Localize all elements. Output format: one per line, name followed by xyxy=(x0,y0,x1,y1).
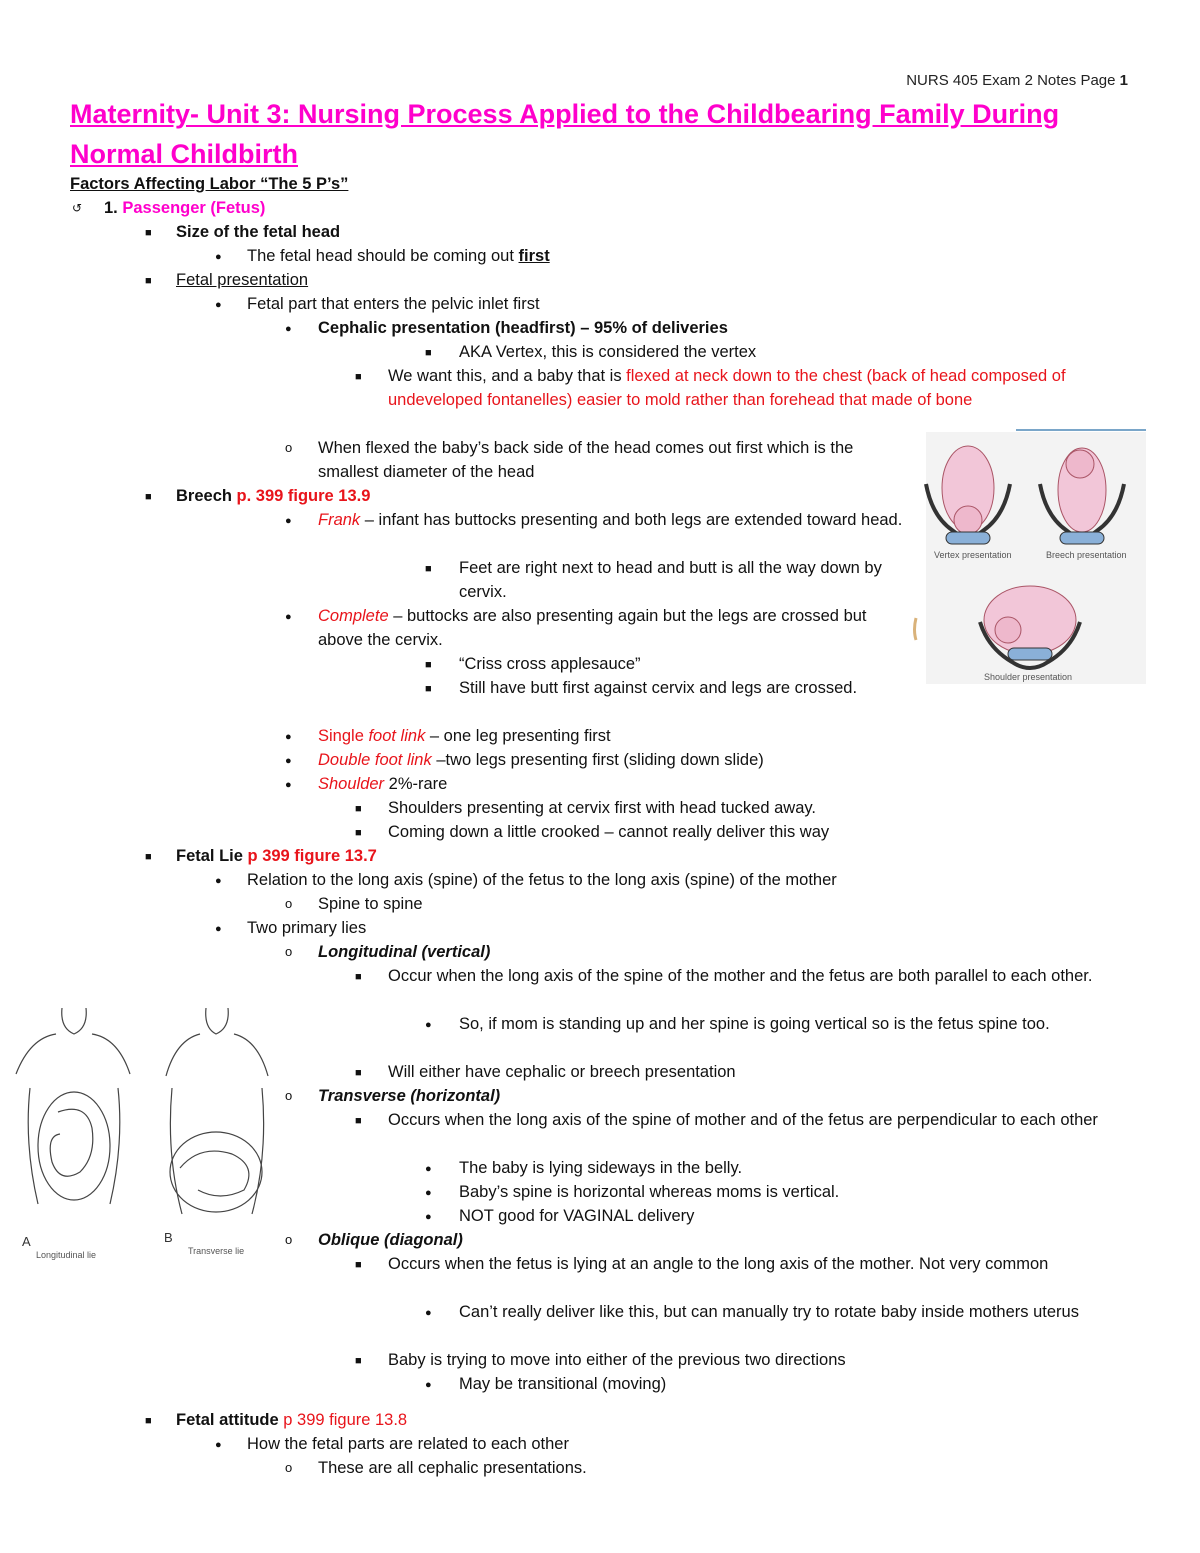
longitudinal-label: Longitudinal (vertical) xyxy=(318,943,491,961)
frank-text xyxy=(318,508,903,532)
shoulder-sub1: Shoulders presenting at cervix first with head tucked away. xyxy=(388,799,816,817)
complete-sub1: “Criss cross applesauce” xyxy=(459,655,641,673)
square-bullet-icon xyxy=(355,796,362,821)
ring-bullet-icon xyxy=(285,436,292,460)
dot-bullet-icon xyxy=(285,508,292,533)
lie-label: Fetal Lie xyxy=(176,847,248,865)
frank-label: Frank xyxy=(318,511,361,529)
presentation-heading: Fetal presentation xyxy=(176,271,309,289)
breech-heading xyxy=(176,484,370,508)
frank-body: – infant has buttocks presenting and both legs are extended toward head. xyxy=(360,511,903,529)
size-head-body: The fetal head should be coming out xyxy=(247,247,519,265)
transverse-1a: The baby is lying sideways in the belly. xyxy=(459,1159,743,1177)
dot-bullet-icon xyxy=(425,1372,432,1397)
ring-bullet-icon xyxy=(285,940,292,964)
double-body: –two legs presenting first (sliding down slide) xyxy=(431,751,764,769)
transverse-lie-illustration xyxy=(166,1008,268,1214)
transverse-1c: NOT good for VAGINAL delivery xyxy=(459,1207,695,1225)
page-number: 1 xyxy=(1119,72,1128,89)
oblique-label: Oblique (diagonal) xyxy=(318,1231,463,1249)
single-text xyxy=(318,724,611,748)
ring-bullet-icon xyxy=(285,1084,292,1108)
dot-bullet-icon xyxy=(425,1180,432,1205)
complete-label: Complete xyxy=(318,607,389,625)
complete-sub2: Still have butt first against cervix and legs are crossed. xyxy=(459,679,858,697)
shoulder-label: Shoulder xyxy=(318,775,385,793)
breech-caption: Breech presentation xyxy=(1046,550,1127,560)
complete-text xyxy=(318,604,903,652)
presentation-def: Fetal part that enters the pelvic inlet first xyxy=(247,295,540,313)
dot-bullet-icon xyxy=(285,772,292,797)
double-text xyxy=(318,748,764,772)
size-head-text xyxy=(247,244,550,268)
ring-bullet-icon xyxy=(285,1456,292,1480)
attitude-sub: These are all cephalic presentations. xyxy=(318,1459,587,1477)
shoulder-body: 2%-rare xyxy=(384,775,448,793)
square-bullet-icon xyxy=(355,364,362,389)
presentation-figure xyxy=(912,426,1148,688)
passenger-num: 1. xyxy=(104,199,118,217)
passenger-label: Passenger (Fetus) xyxy=(122,199,266,217)
longitudinal-2: Will either have cephalic or breech presentation xyxy=(388,1063,736,1081)
dot-bullet-icon xyxy=(215,244,222,269)
attitude-label: Fetal attitude xyxy=(176,1411,284,1429)
square-bullet-icon xyxy=(145,484,152,509)
lie-label-b: B xyxy=(164,1230,173,1245)
oblique-1: Occurs when the fetus is lying at an angle to the long axis of the mother. Not very common xyxy=(388,1255,1049,1273)
square-bullet-icon xyxy=(145,268,152,293)
want-text xyxy=(388,364,1133,412)
breech-label: Breech xyxy=(176,487,237,505)
square-bullet-icon xyxy=(145,844,152,869)
fetal-lie-figure xyxy=(10,1004,272,1266)
size-head-first: first xyxy=(518,247,550,265)
lie-ref: p 399 figure 13.7 xyxy=(247,847,377,865)
square-bullet-icon xyxy=(355,820,362,845)
vertex-caption: Vertex presentation xyxy=(934,550,1012,560)
shoulder-text xyxy=(318,772,447,796)
attitude-ref: p 399 figure 13.8 xyxy=(283,1411,408,1429)
square-bullet-icon xyxy=(355,1108,362,1133)
complete-body: – buttocks are also presenting again but the legs are crossed but above the cervix. xyxy=(318,607,867,649)
dot-bullet-icon xyxy=(425,1156,432,1181)
lie-heading xyxy=(176,844,377,868)
dot-bullet-icon xyxy=(215,1432,222,1457)
transverse-1: Occurs when the long axis of the spine of mother and of the fetus are perpendicular to each other xyxy=(388,1111,1098,1129)
lie-relation: Relation to the long axis (spine) of the fetus to the long axis (spine) of the mother xyxy=(247,871,837,889)
dot-bullet-icon xyxy=(425,1204,432,1229)
dot-bullet-icon xyxy=(425,1012,432,1037)
breech-ref: p. 399 figure 13.9 xyxy=(236,487,371,505)
longitudinal-1: Occur when the long axis of the spine of the mother and the fetus are both parallel to each other. xyxy=(388,967,1093,985)
attitude-def: How the fetal parts are related to each other xyxy=(247,1435,569,1453)
arrow-bullet-icon: ↺ xyxy=(72,201,83,215)
frank-sub: Feet are right next to head and butt is all the way down by cervix. xyxy=(459,559,882,601)
lie-caption-b: Transverse lie xyxy=(188,1246,245,1256)
page-header xyxy=(906,72,1128,89)
transverse-label: Transverse (horizontal) xyxy=(318,1087,501,1105)
flexed-text: When flexed the baby’s back side of the head comes out first which is the smallest diameter of the head xyxy=(318,439,854,481)
ring-bullet-icon xyxy=(285,1228,292,1252)
want-prefix: We want this, and a baby that is xyxy=(388,367,627,385)
aka-text: AKA Vertex, this is considered the vertex xyxy=(459,343,757,361)
square-bullet-icon xyxy=(355,1348,362,1373)
longitudinal-1a: So, if mom is standing up and her spine is going vertical so is the fetus spine too. xyxy=(459,1015,1050,1033)
section-heading: Factors Affecting Labor “The 5 P’s” xyxy=(70,175,349,193)
shoulder-caption: Shoulder presentation xyxy=(984,672,1073,682)
attitude-heading xyxy=(176,1408,407,1432)
passenger-heading xyxy=(104,196,265,220)
dot-bullet-icon xyxy=(285,316,292,341)
square-bullet-icon xyxy=(355,1060,362,1085)
ring-bullet-icon xyxy=(285,892,292,916)
header-prefix: NURS 405 Exam 2 Notes Page xyxy=(906,72,1120,89)
square-bullet-icon xyxy=(145,220,152,245)
oblique-1a: Can’t really deliver like this, but can manually try to rotate baby inside mothers uterus xyxy=(459,1303,1079,1321)
dot-bullet-icon xyxy=(215,868,222,893)
lie-spine: Spine to spine xyxy=(318,895,423,913)
dot-bullet-icon xyxy=(285,748,292,773)
single-label2: foot link xyxy=(368,727,426,745)
single-label1: Single xyxy=(318,727,369,745)
cephalic-text: Cephalic presentation (headfirst) – 95% of deliveries xyxy=(318,319,728,337)
double-label: Double foot link xyxy=(318,751,432,769)
transverse-1b: Baby’s spine is horizontal whereas moms is vertical. xyxy=(459,1183,840,1201)
square-bullet-icon xyxy=(425,556,432,581)
dot-bullet-icon xyxy=(215,916,222,941)
want-red: flexed at neck down to the chest (back of head composed of undeveloped fontanelles) easier to mold rather than forehead that made of bone xyxy=(388,367,1066,409)
dot-bullet-icon xyxy=(425,1300,432,1325)
size-head-heading: Size of the fetal head xyxy=(176,223,341,241)
lie-caption-a: Longitudinal lie xyxy=(36,1250,97,1260)
longitudinal-lie-illustration xyxy=(16,1008,130,1204)
dot-bullet-icon xyxy=(285,724,292,749)
square-bullet-icon xyxy=(425,340,432,365)
square-bullet-icon xyxy=(425,652,432,677)
lie-two: Two primary lies xyxy=(247,919,367,937)
square-bullet-icon xyxy=(355,1252,362,1277)
oblique-2a: May be transitional (moving) xyxy=(459,1375,667,1393)
oblique-2: Baby is trying to move into either of the previous two directions xyxy=(388,1351,846,1369)
dot-bullet-icon xyxy=(285,604,292,629)
square-bullet-icon xyxy=(425,676,432,701)
square-bullet-icon xyxy=(145,1408,152,1433)
lie-label-a: A xyxy=(22,1234,31,1249)
square-bullet-icon xyxy=(355,964,362,989)
shoulder-sub2: Coming down a little crooked – cannot really deliver this way xyxy=(388,823,830,841)
dot-bullet-icon xyxy=(215,292,222,317)
single-body: – one leg presenting first xyxy=(425,727,611,745)
page-title: Maternity- Unit 3: Nursing Process Applied to the Childbearing Family During Normal Childbirth xyxy=(70,99,1060,169)
